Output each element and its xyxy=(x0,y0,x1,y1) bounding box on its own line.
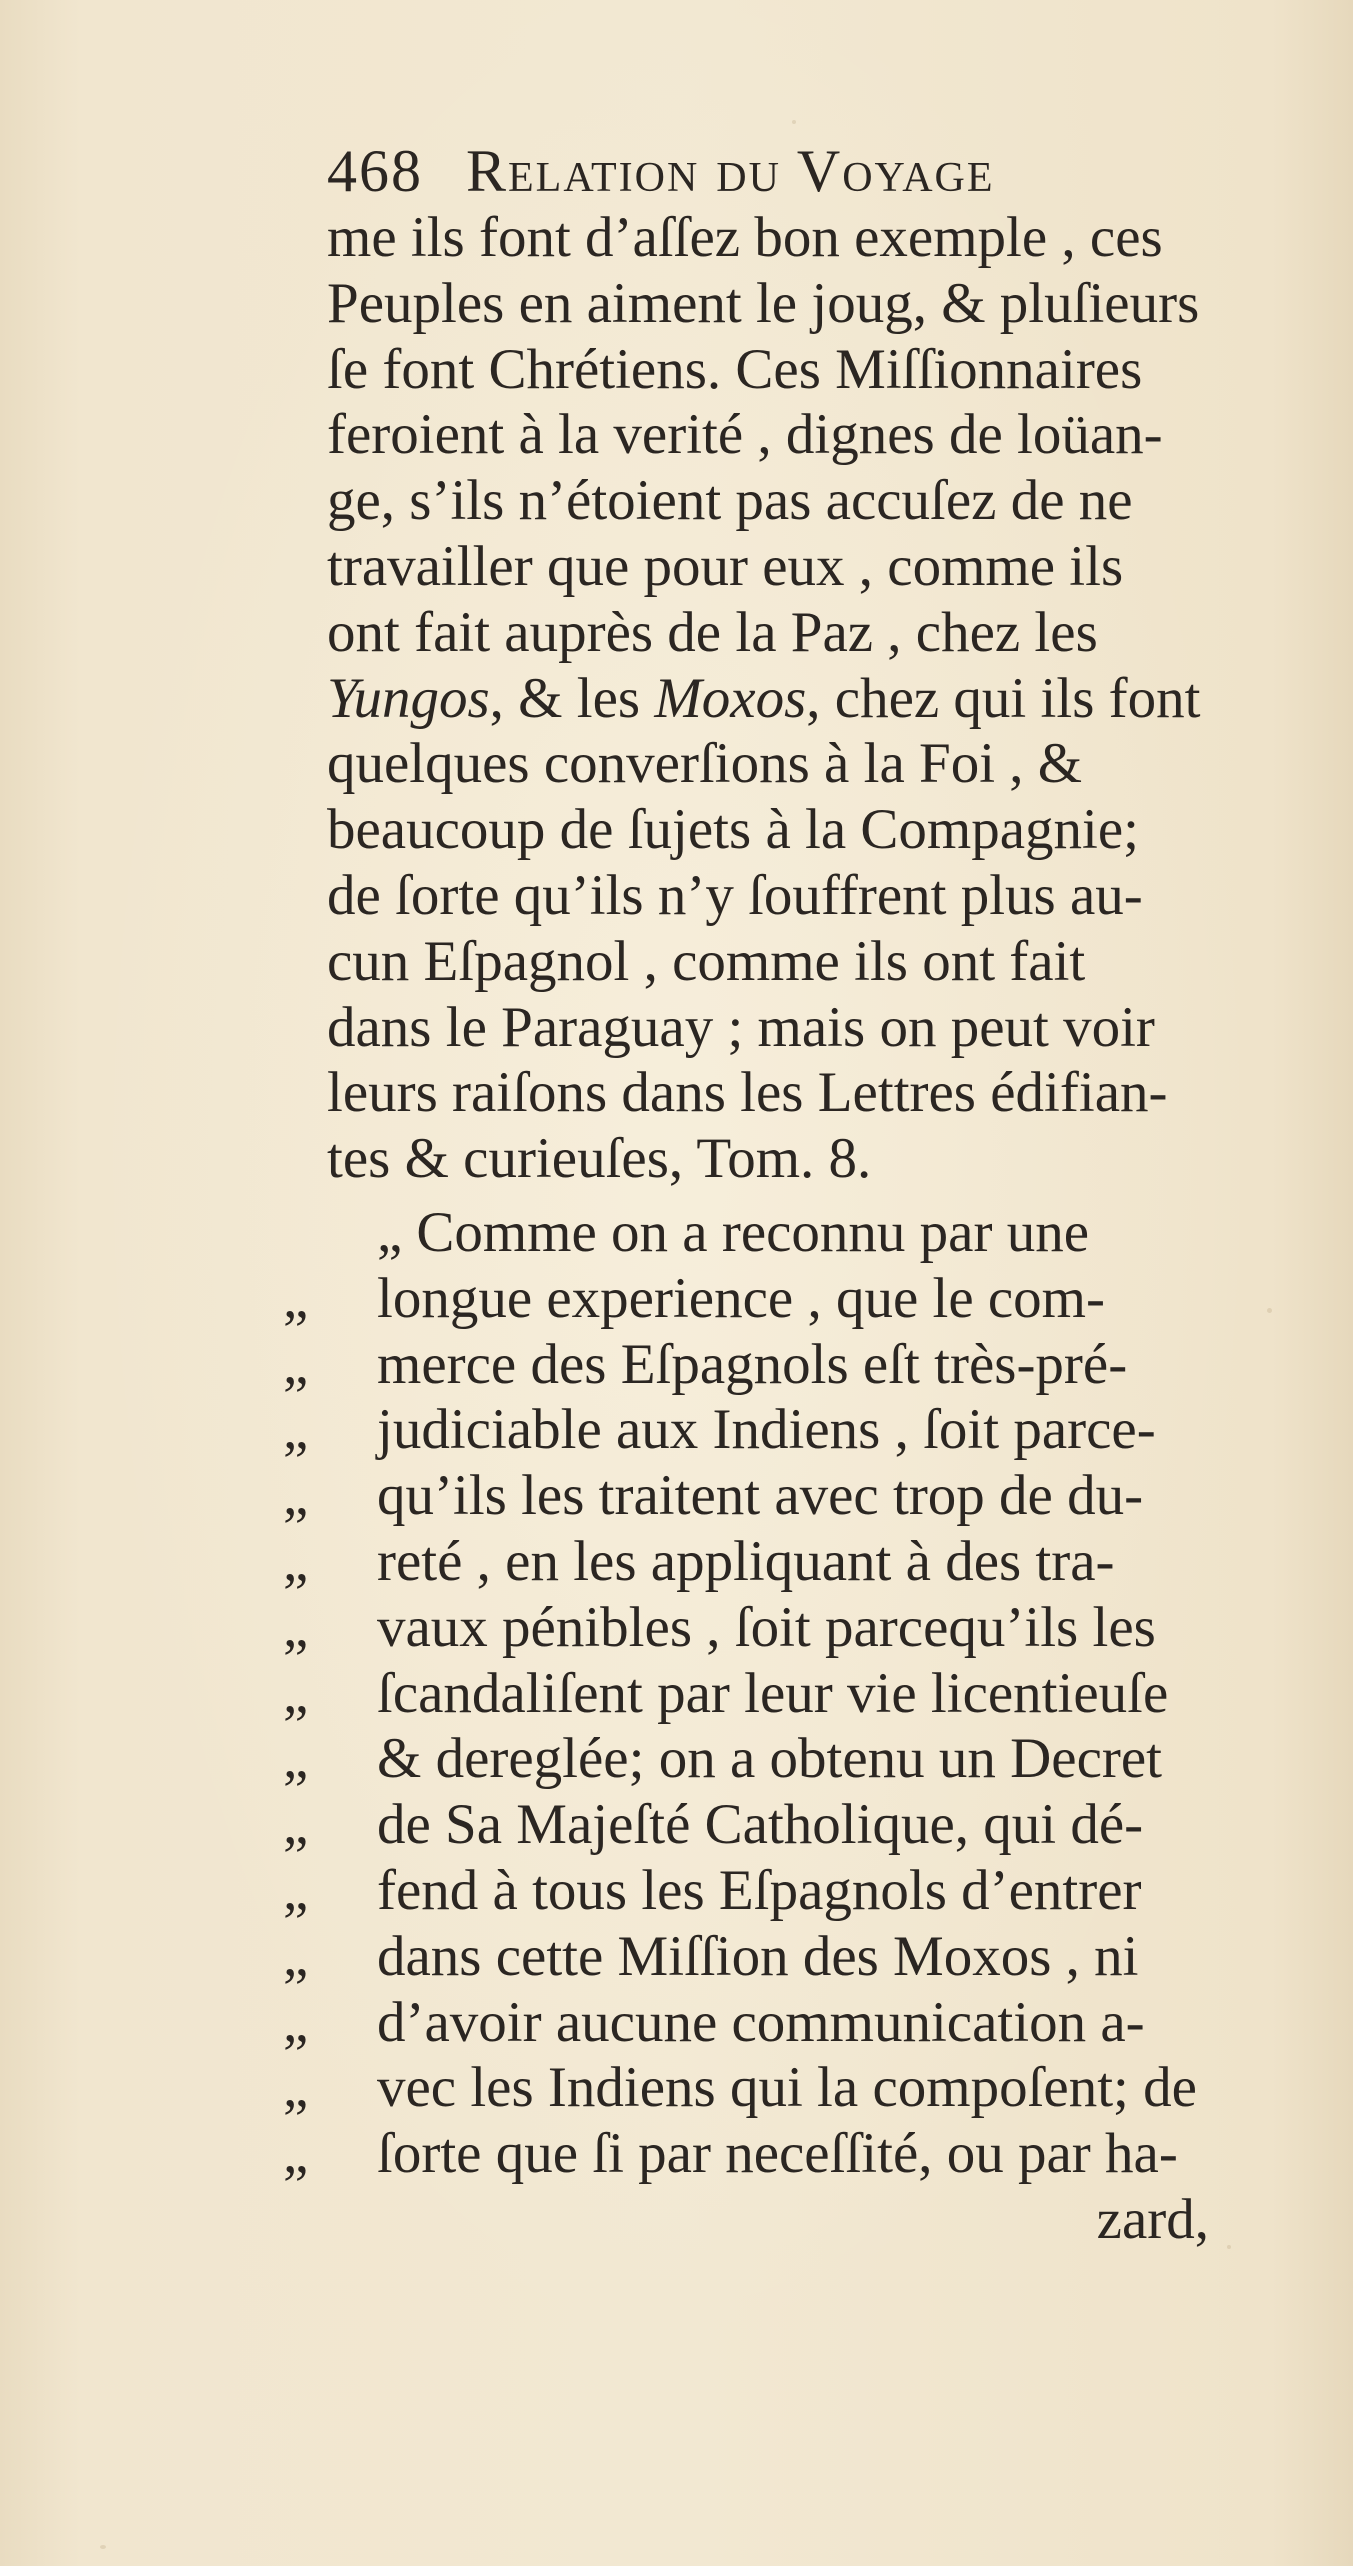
quoted-line: „ vaux pénibles , ſoit parcequ’ils les xyxy=(283,1595,1156,1659)
quote-mark: „ xyxy=(283,1661,309,1725)
text-line: de ſorte qu’ils n’y ſouffrent plus au- xyxy=(327,863,1143,927)
text-line: leurs raiſons dans les Lettres édifian- xyxy=(327,1061,1168,1125)
text-line: ont fait auprès de la Paz , chez les xyxy=(327,600,1098,664)
quote-mark: „ xyxy=(283,1398,309,1462)
quoted-line: „ longue experience , que le com- xyxy=(283,1266,1106,1330)
text-line: dans le Paraguay ; mais on peut voir xyxy=(327,995,1155,1059)
quote-mark: „ xyxy=(283,1266,309,1330)
text-line: me ils font d’aſſez bon exemple , ces xyxy=(327,206,1163,269)
quote-mark: „ xyxy=(283,1595,309,1659)
quote-mark: „ xyxy=(283,2122,309,2186)
quote-mark: „ xyxy=(283,1727,309,1791)
quote-mark: „ xyxy=(377,1200,403,1264)
running-header xyxy=(327,138,1227,204)
quoted-line: „ dans cette Miſſion des Moxos , ni xyxy=(283,1924,1139,1988)
text-line: quelques converſions à la Foi , & xyxy=(327,732,1083,796)
quote-mark: „ xyxy=(283,1529,309,1593)
quoted-line: „ ſorte que ſi par neceſſité, ou par ha- xyxy=(283,2122,1178,2186)
quoted-line: „ vec les Indiens qui la compoſent; de xyxy=(283,2056,1197,2120)
quoted-line: „ merce des Eſpagnols eſt très-pré- xyxy=(283,1332,1128,1396)
body-text xyxy=(283,205,1287,2253)
paper-stain xyxy=(100,2545,106,2549)
quote-mark: „ xyxy=(283,1990,309,2054)
page-number: 468 xyxy=(327,138,423,204)
quote-mark: „ xyxy=(283,1858,309,1922)
catchword: zard, xyxy=(1096,2187,1209,2251)
quote-mark: „ xyxy=(283,1332,309,1396)
quoted-line: „ judiciable aux Indiens , ſoit parce- xyxy=(283,1398,1156,1462)
text-line: cun Eſpagnol , comme ils ont fait xyxy=(327,929,1086,993)
quoted-line: „ d’avoir aucune communication a- xyxy=(283,1990,1145,2054)
text-line: ge, s’ils n’étoient pas accuſez de ne xyxy=(327,469,1133,533)
quoted-line: „ Comme on a reconnu par une xyxy=(377,1200,1090,1264)
text-line: ſe font Chrétiens. Ces Miſſionnaires xyxy=(327,337,1143,401)
quoted-line: „ fend à tous les Eſpagnols d’entrer xyxy=(283,1858,1142,1922)
text-line: Peuples en aiment le joug, & pluſieurs xyxy=(327,271,1200,335)
quoted-line: „ reté , en les appliquant à des tra- xyxy=(283,1529,1115,1593)
text-line: beaucoup de ſujets à la Compagnie; xyxy=(327,798,1139,862)
text-line: travailler que pour eux , comme ils xyxy=(327,534,1124,598)
quoted-line: „ & dereglée; on a obtenu un Decret xyxy=(283,1727,1163,1791)
quoted-line: „ de Sa Majeſté Catholique, qui dé- xyxy=(283,1793,1144,1857)
quote-mark: „ xyxy=(283,1924,309,1988)
quoted-line: „ ſcandaliſent par leur vie licentieuſe xyxy=(283,1661,1169,1725)
text-line: Yungos, & les Moxos, chez qui ils font xyxy=(327,666,1201,730)
quote-mark: „ xyxy=(283,1464,309,1528)
quote-mark: „ xyxy=(283,1793,309,1857)
text-line: tes & curieuſes, Tom. 8. xyxy=(327,1127,872,1191)
quote-mark: „ xyxy=(283,2056,309,2120)
quoted-line: „ qu’ils les traitent avec trop de du- xyxy=(283,1464,1144,1528)
running-head-title: Relation du Voyage xyxy=(466,138,995,204)
text-line: feroient à la verité , dignes de loüan- xyxy=(327,403,1163,467)
paper-stain xyxy=(792,120,796,124)
